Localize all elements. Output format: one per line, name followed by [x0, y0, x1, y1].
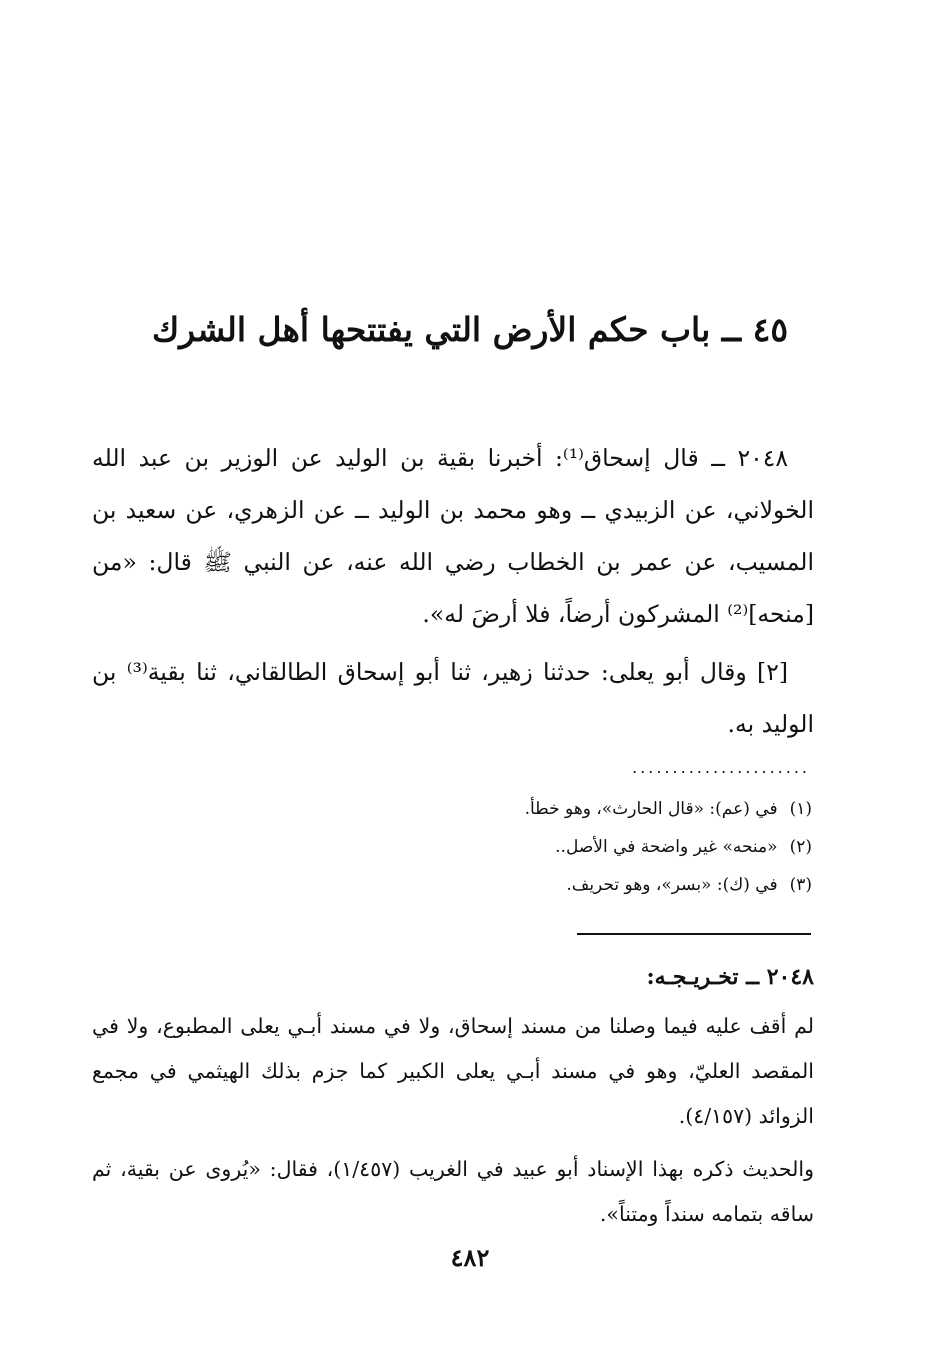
footnote-text: في (ك): «بسر»، وهو تحريف. [566, 875, 778, 895]
hadith-text [92, 432, 814, 756]
footnote-separator: ...................... [632, 760, 810, 776]
section-divider [577, 933, 811, 935]
footnote-number: (٢) [789, 837, 812, 857]
footnote-2 [300, 828, 812, 866]
footnote-text: «منحه» غير واضحة في الأصل.. [555, 837, 778, 857]
hadith-paragraph-1: ٢٠٤٨ ــ قال إسحاق⁽¹⁾: أخبرنا بقية بن الوليد عن الوزير بن عبد الله الخولاني، عن الزبيدي ــ وهو محمد بن الوليد ــ عن الزهري، عن سعيد بن المسيب، عن عمر بن الخطاب رضي الله عنه، عن النبي ﷺ قال: «من [منحه]⁽²⁾ المشركون أرضاً، فلا أرضَ له». [92, 444, 814, 628]
footnotes [300, 790, 812, 904]
footnote-number: (١) [789, 799, 812, 819]
footnote-3 [300, 866, 812, 904]
footnote-number: (٣) [789, 875, 812, 895]
hadith-paragraph-2: [٢] وقال أبو يعلى: حدثنا زهير، ثنا أبو إسحاق الطالقاني، ثنا بقية⁽³⁾ بن الوليد به. [92, 658, 814, 738]
takhrij-paragraph-2: والحديث ذكره بهذا الإسناد أبو عبيد في الغريب (١/٤٥٧)، فقال: «يُروى عن بقية، ثم ساقه بتمامه سنداً ومتناً». [92, 1157, 814, 1226]
chapter-title: ٤٥ ــ باب حكم الأرض التي يفتتحها أهل الشرك [151, 310, 789, 349]
footnote-text: في (عم): «قال الحارث»، وهو خطأ. [524, 799, 778, 819]
takhrij-section [92, 955, 814, 1245]
takhrij-paragraph-1: لم أقف عليه فيما وصلنا من مسند إسحاق، ولا في مسند أبـي يعلى المطبوع، ولا في المقصد العليّ، وهو في مسند أبـي يعلى الكبير كما جزم بذلك الهيثمي في مجمع الزوائد (٤/١٥٧). [92, 1014, 814, 1128]
footnote-1 [300, 790, 812, 828]
page-number: ٤٨٢ [450, 1243, 490, 1272]
takhrij-heading: ٢٠٤٨ ــ تخـريـجـه: [646, 964, 814, 990]
